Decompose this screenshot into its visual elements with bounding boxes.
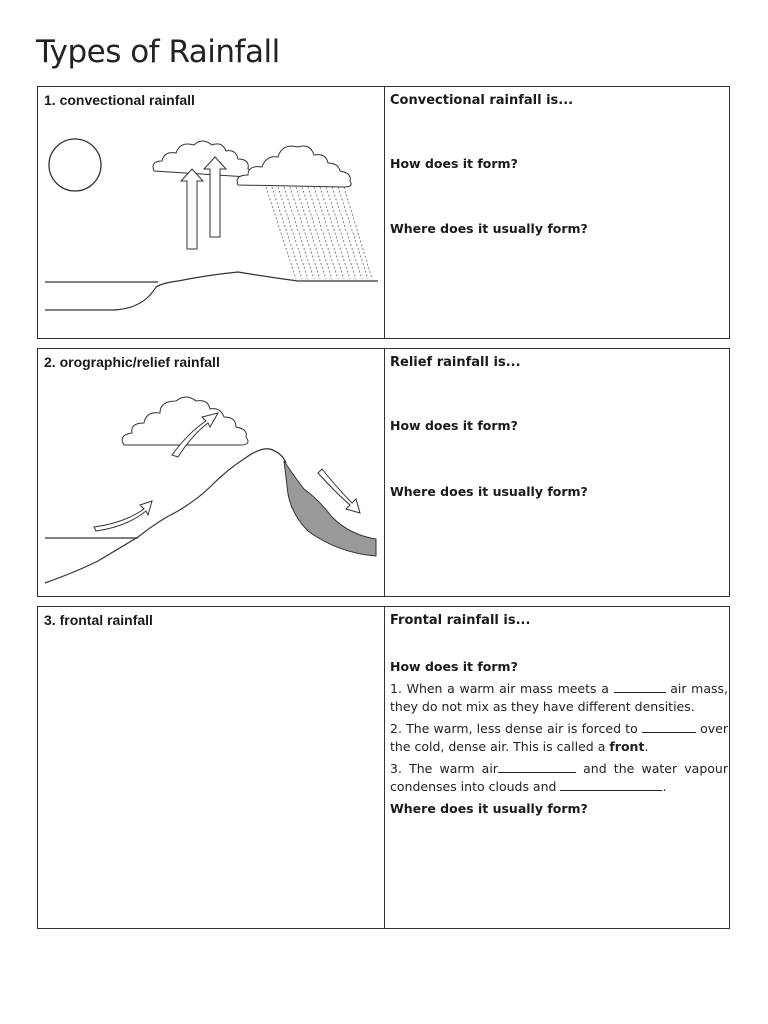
convectional-diagram — [38, 87, 385, 338]
diagram-cell-frontal — [38, 607, 385, 928]
question-how: How does it form? — [390, 418, 518, 433]
panel-number: 2. — [44, 354, 56, 370]
fill-blank[interactable] — [642, 720, 696, 733]
panel-label: convectional rainfall — [59, 92, 195, 108]
answer-cell-frontal — [385, 607, 729, 928]
cloud-icon — [237, 146, 351, 187]
step-3 — [390, 760, 728, 796]
panel-convectional — [37, 86, 730, 339]
prompt-text: Convectional rainfall is... — [390, 93, 574, 108]
fill-blank[interactable] — [560, 778, 662, 791]
fill-blank[interactable] — [498, 760, 576, 773]
panel-number: 3. — [44, 612, 56, 628]
answer-cell-relief — [385, 349, 729, 596]
panel-number: 1. — [44, 92, 56, 108]
diagram-cell-convectional — [38, 87, 385, 338]
mountain-shadow — [284, 461, 376, 556]
mountain-outline — [45, 449, 286, 583]
cloud-icon — [122, 397, 248, 445]
panel-relief — [37, 348, 730, 597]
step-2 — [390, 720, 728, 756]
step-text: 3. The warm air — [390, 761, 498, 776]
fill-blank[interactable] — [614, 680, 666, 693]
step-text: . — [662, 779, 667, 794]
panel-label: orographic/relief rainfall — [59, 354, 220, 370]
step-text: 2. The warm, less dense air is forced to — [390, 721, 638, 736]
prompt-text: Relief rainfall is... — [390, 355, 521, 370]
question-where: Where does it usually form? — [390, 484, 588, 499]
wind-arrow-icon — [318, 469, 360, 513]
question-where: Where does it usually form? — [390, 801, 588, 816]
panel-frontal — [37, 606, 730, 929]
answer-cell-convectional — [385, 87, 729, 338]
panel-heading — [44, 612, 153, 628]
step-text: 1. When a warm air mass meets a — [390, 681, 609, 696]
sun-icon — [49, 139, 101, 191]
rain-streaks — [266, 187, 372, 279]
diagram-cell-relief — [38, 349, 385, 596]
question-how: How does it form? — [390, 659, 518, 674]
prompt-text: Frontal rainfall is... — [390, 613, 531, 628]
relief-diagram — [38, 349, 385, 596]
step-text: and the water vapour condenses into clouds and — [390, 761, 728, 794]
question-how: How does it form? — [390, 156, 518, 171]
step-text: . — [644, 739, 649, 754]
wind-arrow-icon — [94, 501, 152, 531]
step-keyword: front — [609, 739, 645, 754]
panel-label: frontal rainfall — [59, 612, 153, 628]
page-title: Types of Rainfall — [36, 34, 280, 70]
ground-line — [45, 272, 378, 310]
question-where: Where does it usually form? — [390, 221, 588, 236]
cloud-icon — [153, 141, 251, 177]
step-1 — [390, 680, 728, 716]
step-text: over the cold, dense air. This is called a — [390, 721, 728, 754]
step-text: air mass, they do not mix as they have different densities. — [390, 681, 728, 714]
